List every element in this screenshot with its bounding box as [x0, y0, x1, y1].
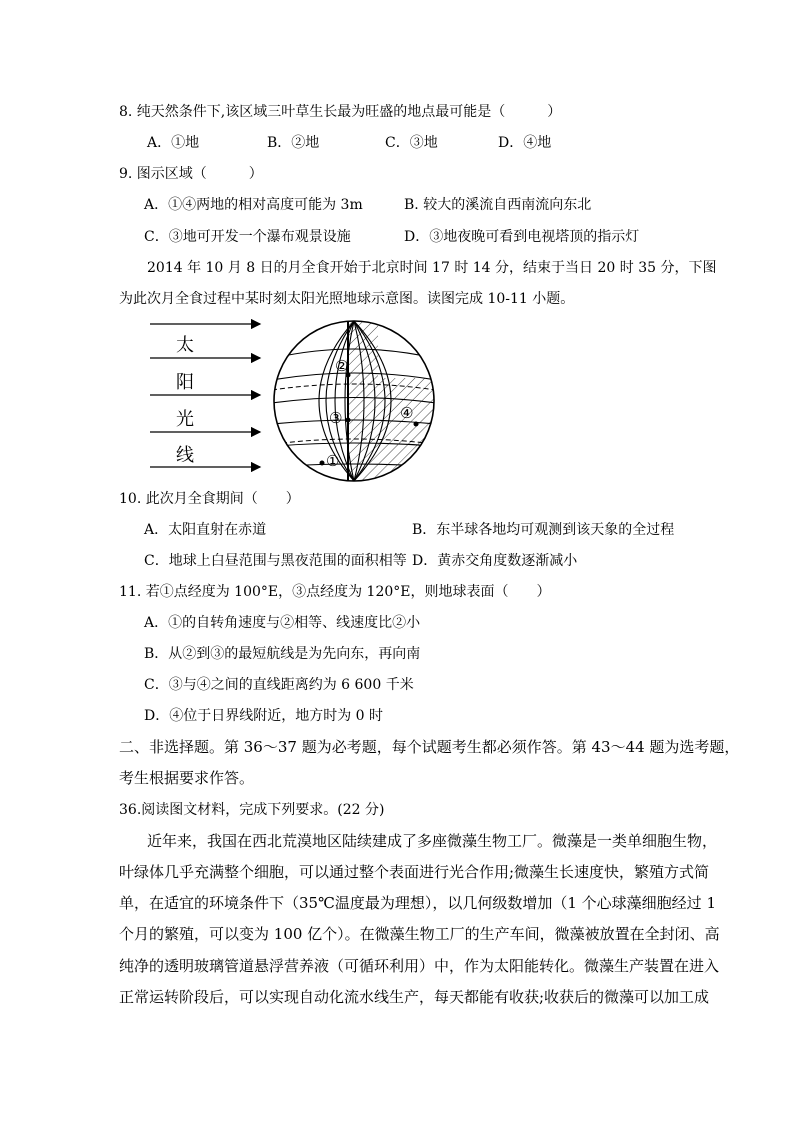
point-3-dot: [346, 418, 351, 423]
q10-option-d: D．黄赤交角度数逐渐减小: [412, 553, 578, 569]
sunlight-globe-figure: [148, 318, 448, 488]
q8-option-d: D．④地: [498, 135, 552, 151]
q8-option-a: A．①地: [147, 135, 200, 151]
q10-option-c: C．地球上白昼范围与黑夜范围的面积相等: [144, 553, 407, 569]
sun-char-yang: 阳: [176, 372, 194, 393]
point-1-dot: [320, 461, 325, 466]
q36-para-line-3: 单，在适宜的环境条件下（35℃温度最为理想），以几何级数增加（1 个心球藻细胞经过 1: [119, 894, 716, 912]
q36-para-line-6: 正常运转阶段后，可以实现自动化流水线生产，每天都能有收获;收获后的微藻可以加工成: [119, 988, 710, 1006]
q10-stem: 10. 此次月全食期间（ ）: [119, 491, 300, 507]
marker-4: ④: [400, 404, 414, 422]
q36-para-line-5: 纯净的透明玻璃管道悬浮营养液（可循环利用）中，作为太阳能转化。微藻生产装置在进入: [119, 957, 720, 975]
q36-para-line-1: 近年来，我国在西北荒漠地区陆续建成了多座微藻生物工厂。微藻是一类单细胞生物，: [147, 832, 718, 850]
sun-char-xian: 线: [176, 445, 194, 466]
q10-option-a: A．太阳直射在赤道: [144, 522, 267, 538]
point-4-dot: [414, 422, 419, 427]
marker-1: ①: [326, 452, 340, 470]
intro-line-2: 为此次月全食过程中某时刻太阳光照地球示意图。读图完成 10-11 小题。: [119, 291, 575, 307]
q8-option-b: B．②地: [267, 135, 320, 151]
q9-option-c: C．③地可开发一个瀑布观景设施: [144, 229, 351, 245]
section2-line-1: 二、非选择题。第 36～37 题为必考题，每个试题考生都必须作答。第 43～44 题为选考题，: [119, 738, 740, 756]
q9-option-a: A．①④两地的相对高度可能为 3m: [144, 197, 363, 213]
q11-option-b: B．从②到③的最短航线是为先向东，再向南: [144, 646, 421, 662]
q9-stem: 9. 图示区域（ ）: [119, 166, 263, 182]
marker-2: ②: [335, 357, 349, 375]
marker-3: ③: [329, 409, 343, 427]
intro-line-1: 2014 年 10 月 8 日的月全食开始于北京时间 17 时 14 分，结束于当日 20 时 35 分，下图: [147, 260, 717, 276]
sun-char-guang: 光: [176, 409, 194, 430]
q11-option-c: C．③与④之间的直线距离约为 6 600 千米: [144, 677, 414, 693]
globe: [272, 318, 438, 488]
q11-option-d: D．④位于日界线附近，地方时为 0 时: [144, 708, 384, 724]
q36-para-line-2: 叶绿体几乎充满整个细胞，可以通过整个表面进行光合作用;微藻生长速度快，繁殖方式简: [119, 863, 710, 881]
q8-option-c: C．③地: [385, 135, 438, 151]
sun-char-tai: 太: [176, 335, 194, 356]
q36-para-line-4: 个月的繁殖，可以变为 100 亿个）。在微藻生物工厂的生产车间，微藻被放置在全封闭、高: [119, 925, 720, 943]
q8-stem: 8. 纯天然条件下,该区域三叶草生长最为旺盛的地点最可能是（ ）: [119, 104, 562, 120]
q9-option-b: B. 较大的溪流自西南流向东北: [404, 197, 592, 213]
section2-line-2: 考生根据要求作答。: [119, 769, 255, 787]
q10-option-b: B．东半球各地均可观测到该天象的全过程: [412, 522, 675, 538]
q9-option-d: D．③地夜晚可看到电视塔顶的指示灯: [404, 229, 640, 245]
q11-stem: 11. 若①点经度为 100°E，③点经度为 120°E，则地球表面（ ）: [119, 584, 551, 600]
q36-stem: 36.阅读图文材料，完成下列要求。(22 分): [119, 802, 385, 818]
q11-option-a: A．①的自转角速度与②相等、线速度比②小: [144, 615, 421, 631]
